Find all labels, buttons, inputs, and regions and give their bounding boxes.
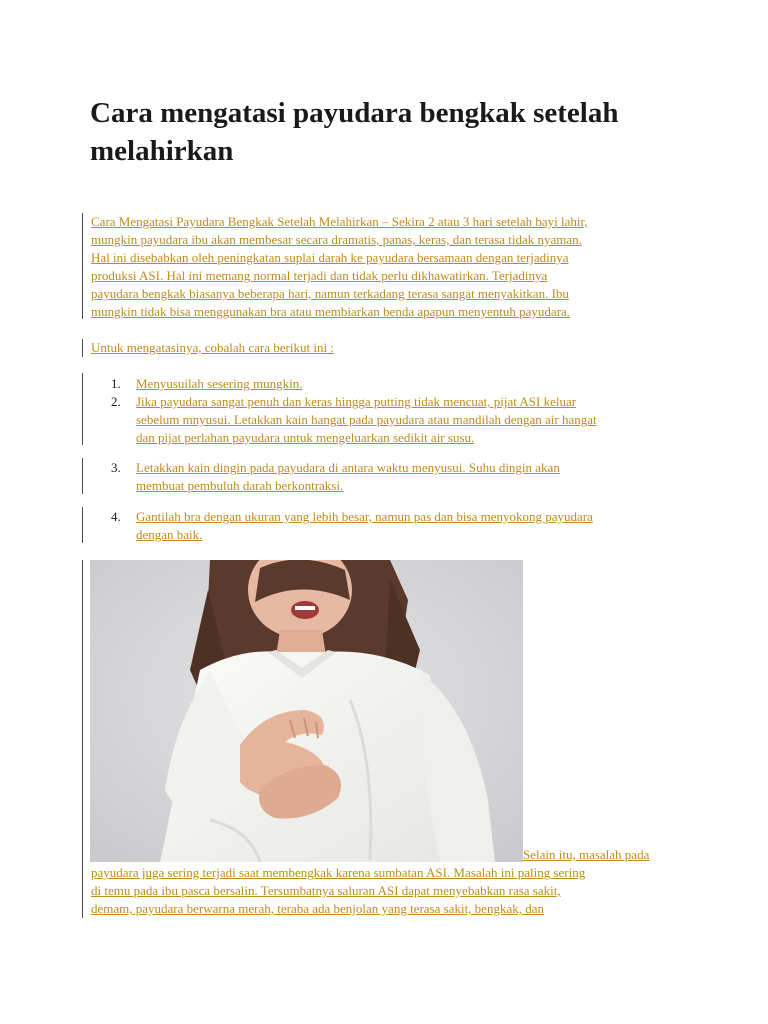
revision-bar-steps-1-2	[82, 373, 83, 445]
list-number: 1.	[111, 376, 121, 391]
intro-line[interactable]: produksi ASI. Hal ini memang normal terjadi dan tidak perlu dikhawatirkan. Terjadinya	[91, 268, 548, 283]
list-number: 4.	[111, 509, 121, 524]
intro-line[interactable]: Hal ini disebabkan oleh peningkatan suplai darah ke payudara bersamaan dengan terjadinya	[91, 250, 569, 265]
list-item-line[interactable]: Letakkan kain dingin pada payudara di antara waktu menyusui. Suhu dingin akan	[136, 460, 560, 475]
list-item-line[interactable]: Jika payudara sangat penuh dan keras hingga putting tidak mencuat, pijat ASI keluar	[136, 394, 577, 409]
list-item-line[interactable]: membuat pembuluh darah berkontraksi.	[136, 478, 344, 493]
page-title: Cara mengatasi payudara bengkak setelah melahirkan	[90, 97, 619, 167]
list-item-line[interactable]: dan pijat perlahan payudara untuk mengeluarkan sedikit air susu.	[136, 430, 475, 445]
intro-line[interactable]: payudara bengkak biasanya beberapa hari, namun terkadang terasa sangat menyakitkan. Ibu	[91, 286, 569, 301]
lead-in-paragraph[interactable]	[91, 339, 691, 357]
list-item-line[interactable]: sebelum mnyusui. Letakkan kain hangat pada payudara atau mandilah dengan air hangat	[136, 412, 597, 427]
closing-line[interactable]: demam, payudara berwarna merah, teraba ada benjolan yang terasa sakit, bengkak, dan	[91, 901, 544, 916]
list-number: 3.	[111, 460, 121, 475]
list-item-line[interactable]: dengan baik.	[136, 527, 203, 542]
closing-paragraph[interactable]	[91, 846, 691, 918]
revision-bar-step-3	[82, 458, 83, 494]
list-item[interactable]	[91, 393, 691, 447]
revision-bar-image	[82, 560, 83, 918]
list-item[interactable]	[91, 508, 691, 544]
revision-bar-step-4	[82, 507, 83, 543]
closing-line[interactable]: payudara juga sering terjadi saat membengkak karena sumbatan ASI. Masalah ini paling sering	[91, 865, 586, 880]
revision-bar-lead-in	[82, 339, 83, 357]
list-item-line[interactable]: Gantilah bra dengan ukuran yang lebih besar, namun pas dan bisa menyokong payudara	[136, 509, 593, 524]
list-item-line[interactable]: Menyusuilah sesering mungkin.	[136, 376, 303, 391]
article-photo	[90, 560, 523, 862]
intro-line[interactable]: mungkin payudara ibu akan membesar secara dramatis, panas, keras, dan terasa tidak nyaman.	[91, 232, 582, 247]
closing-line[interactable]: Selain itu, masalah pada	[523, 847, 650, 862]
revision-bar-intro	[82, 213, 83, 319]
list-item[interactable]	[91, 459, 691, 495]
intro-line[interactable]: mungkin tidak bisa menggunakan bra atau membiarkan benda apapun menyentuh payudara.	[91, 304, 571, 319]
list-number: 2.	[111, 394, 121, 409]
intro-line[interactable]: Cara Mengatasi Payudara Bengkak Setelah Melahirkan – Sekira 2 atau 3 hari setelah bayi lahir,	[91, 214, 588, 229]
closing-line[interactable]: di temu pada ibu pasca bersalin. Tersumbatnya saluran ASI dapat menyebabkan rasa sakit,	[91, 883, 561, 898]
intro-paragraph[interactable]	[91, 213, 691, 321]
lead-in-text[interactable]: Untuk mengatasinya, cobalah cara berikut ini :	[91, 340, 334, 355]
list-item[interactable]	[91, 375, 691, 393]
photo-illustration	[90, 560, 523, 862]
